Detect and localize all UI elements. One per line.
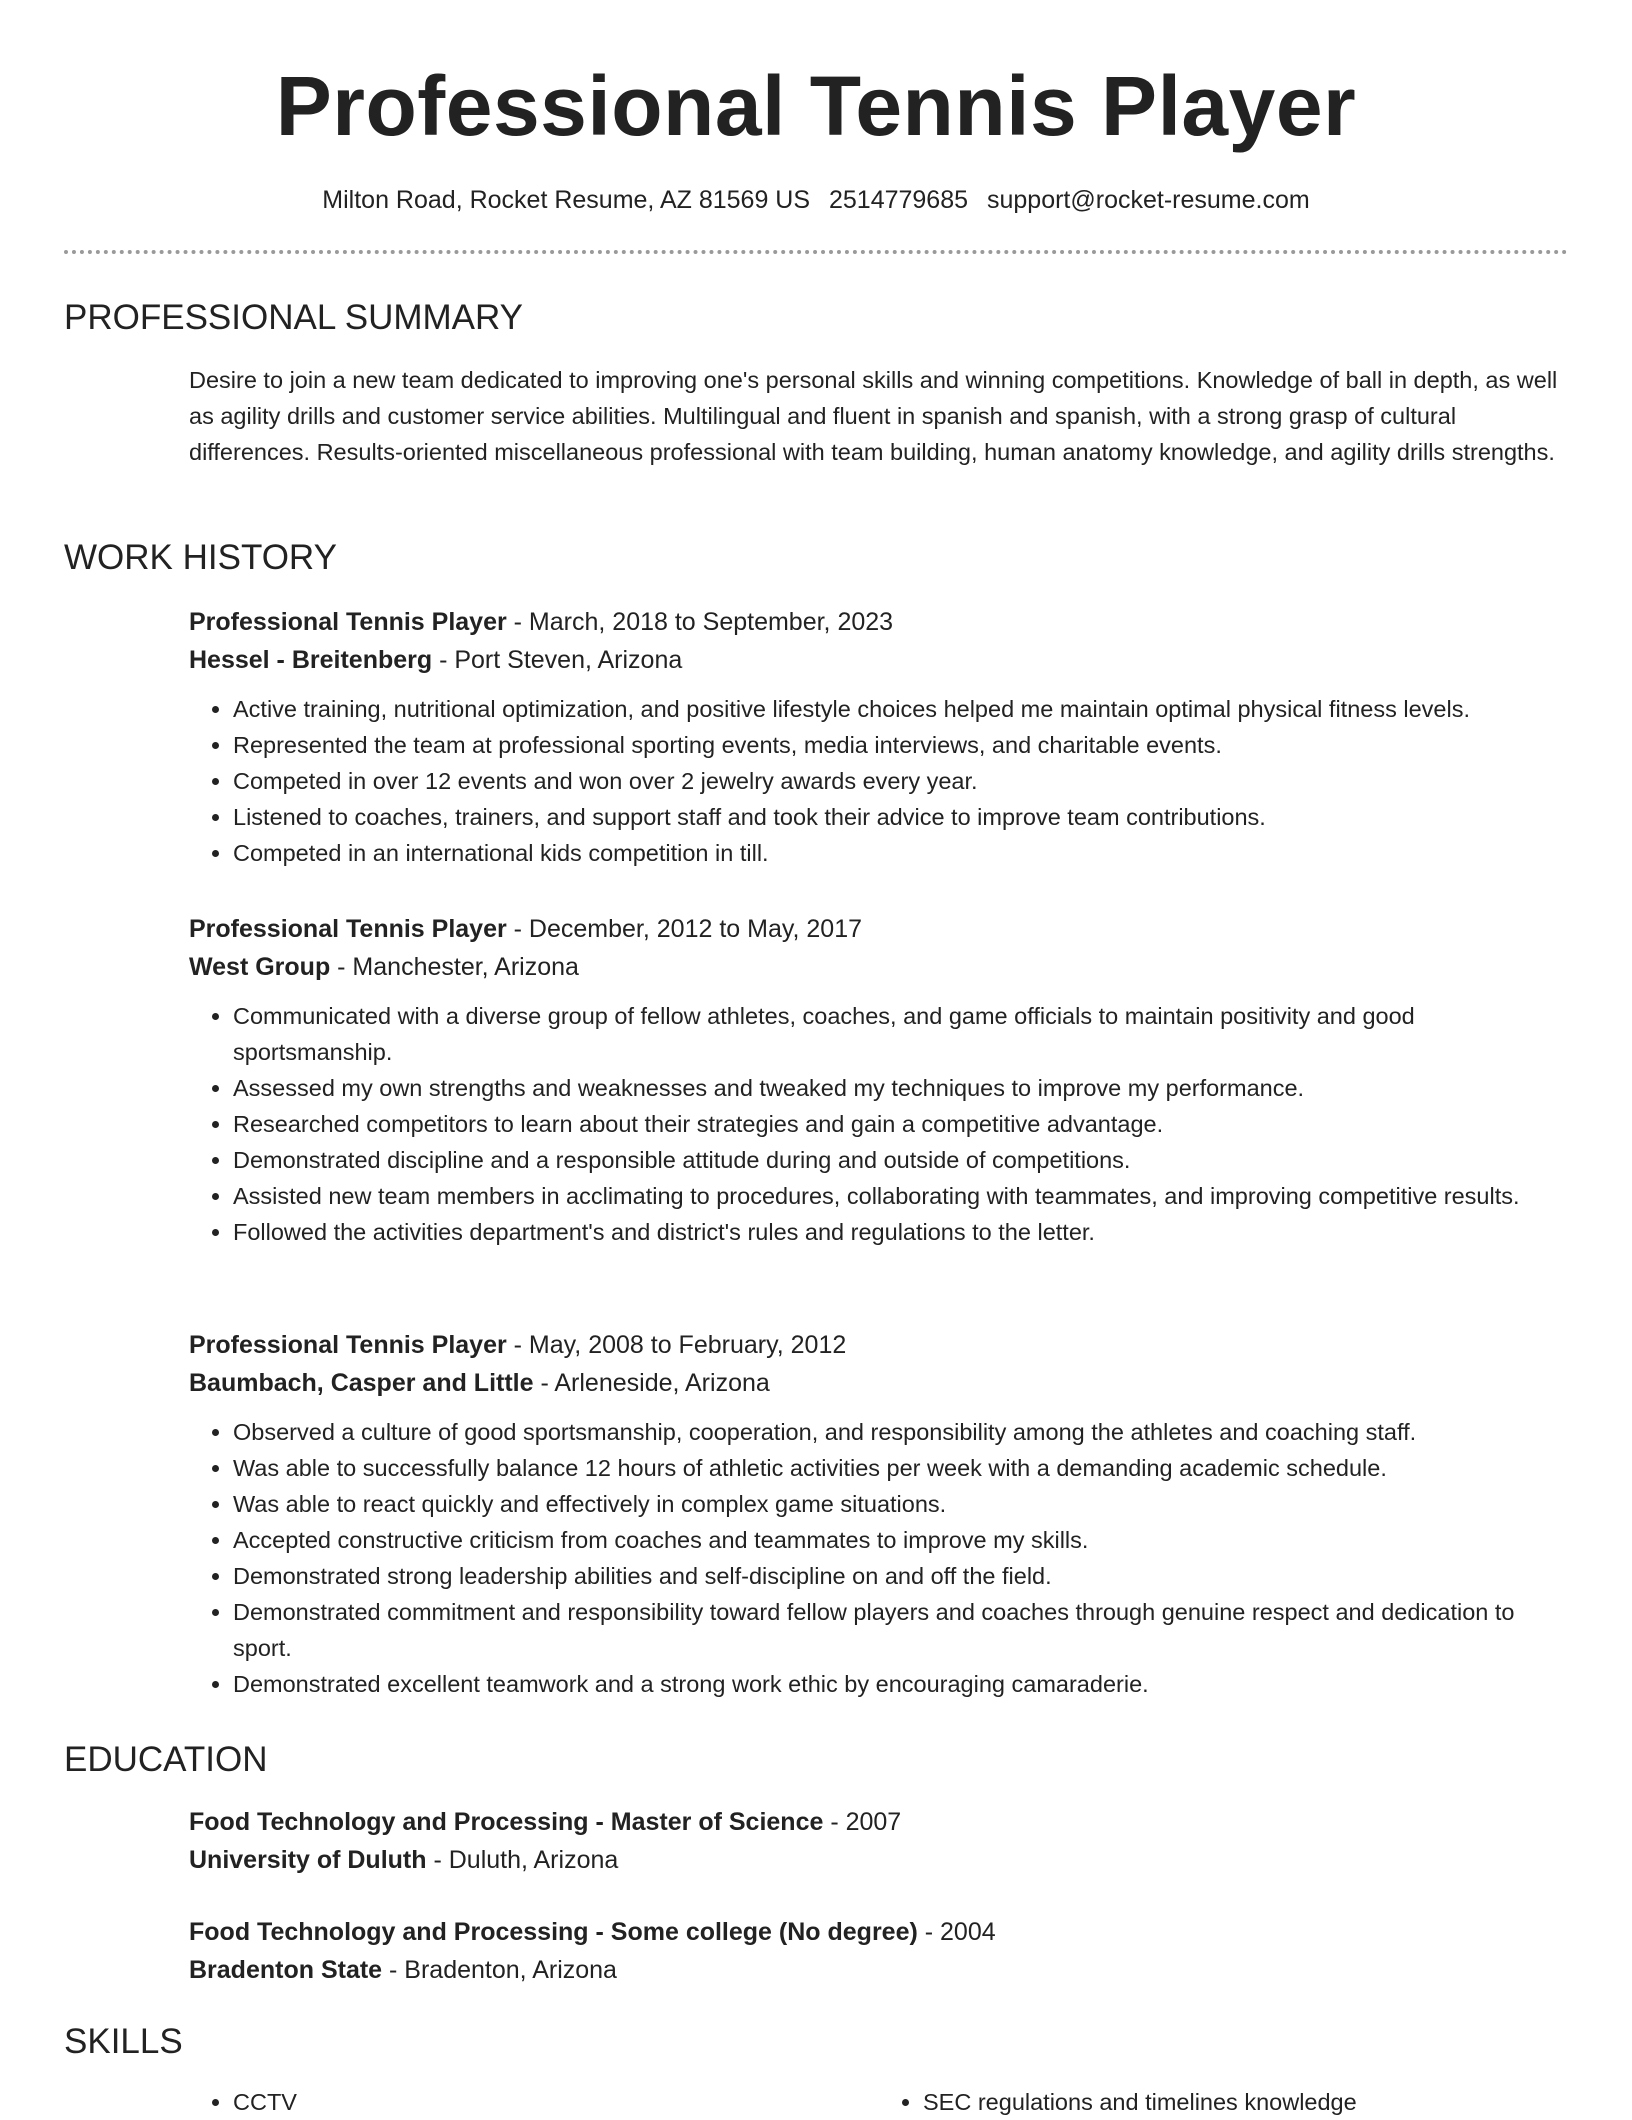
job-company-line <box>189 948 1569 986</box>
skills-columns <box>189 2084 1569 2120</box>
job-bullet: • Demonstrated excellent teamwork and a strong work ethic by encouraging camaraderie. <box>233 1666 1569 1702</box>
education-entry <box>189 1803 1569 1879</box>
contact-address: Milton Road, Rocket Resume, AZ 81569 US <box>322 186 811 214</box>
job-bullet: • Demonstrated strong leadership abilities and self-discipline on and off the field. <box>233 1558 1569 1594</box>
job-bullet: • Demonstrated discipline and a responsible attitude during and outside of competitions. <box>233 1142 1569 1178</box>
job-role: Professional Tennis Player <box>189 608 507 636</box>
job-location: - Manchester, Arizona <box>330 953 579 981</box>
summary-text: Desire to join a new team dedicated to improving one's personal skills and winning competitions. Knowledge of ball in depth, as well as agility drills and customer service abilities. Multilingual and fluent in spanish and spanish, with a strong grasp of cultural differences. Results-oriented miscellaneous professional with team building, human anatomy knowledge, and agility drills strengths. <box>189 367 1558 465</box>
degree-year: - 2004 <box>917 1918 996 1946</box>
job-dates: - December, 2012 to May, 2017 <box>506 915 863 943</box>
job-company-line <box>189 1364 1569 1402</box>
school-location: - Bradenton, Arizona <box>382 1956 617 1984</box>
education-entry <box>189 1913 1569 1989</box>
job-bullet: • Listened to coaches, trainers, and support staff and took their advice to improve team contributions. <box>233 799 1569 835</box>
job-entry <box>189 1326 1569 1702</box>
education-heading: EDUCATION <box>64 1740 268 1779</box>
school-location: - Duluth, Arizona <box>426 1846 619 1874</box>
header-divider <box>64 250 1568 254</box>
job-role: Professional Tennis Player <box>189 1331 507 1359</box>
job-location: - Arleneside, Arizona <box>533 1369 770 1397</box>
job-title-line <box>189 910 1569 948</box>
contact-line <box>0 184 1632 216</box>
job-bullet: • Demonstrated commitment and responsibility toward fellow players and coaches through genuine respect and dedication to sport. <box>233 1594 1569 1666</box>
job-company: Baumbach, Casper and Little <box>189 1369 534 1397</box>
degree-year: - 2007 <box>823 1808 902 1836</box>
job-bullet: • Competed in an international kids competition in till. <box>233 835 1569 871</box>
skills-list-left <box>189 2084 879 2120</box>
candidate-name: Professional Tennis Player <box>275 59 1357 153</box>
school-line <box>189 1951 1569 1989</box>
job-bullets <box>189 998 1569 1250</box>
job-bullet: • Observed a culture of good sportsmanship, cooperation, and responsibility among the athletes and coaching staff. <box>233 1414 1569 1450</box>
job-role: Professional Tennis Player <box>189 915 507 943</box>
job-bullet: • Researched competitors to learn about their strategies and gain a competitive advantage. <box>233 1106 1569 1142</box>
job-bullet: • Was able to successfully balance 12 hours of athletic activities per week with a demanding academic schedule. <box>233 1450 1569 1486</box>
contact-email: support@rocket-resume.com <box>986 186 1310 214</box>
degree-name: Food Technology and Processing - Master of Science <box>189 1808 824 1836</box>
job-title-line <box>189 603 1569 641</box>
job-bullets <box>189 1414 1569 1702</box>
skill-item: • CCTV <box>233 2084 879 2120</box>
school-line <box>189 1841 1569 1879</box>
school-name: Bradenton State <box>189 1956 383 1984</box>
contact-phone: 2514779685 <box>828 186 969 214</box>
school-name: University of Duluth <box>189 1846 427 1874</box>
job-bullet: • Followed the activities department's and district's rules and regulations to the letter. <box>233 1214 1569 1250</box>
job-company: Hessel - Breitenberg <box>189 646 433 674</box>
job-bullet: • Assessed my own strengths and weaknesses and tweaked my techniques to improve my performance. <box>233 1070 1569 1106</box>
summary-heading: PROFESSIONAL SUMMARY <box>64 298 523 337</box>
job-company-line <box>189 641 1569 679</box>
job-dates: - May, 2008 to February, 2012 <box>506 1331 847 1359</box>
skill-item: • SEC regulations and timelines knowledge <box>923 2084 1569 2120</box>
job-bullet: • Was able to react quickly and effectively in complex game situations. <box>233 1486 1569 1522</box>
job-bullet: • Competed in over 12 events and won over 2 jewelry awards every year. <box>233 763 1569 799</box>
job-entry <box>189 603 1569 871</box>
work-history-heading: WORK HISTORY <box>64 538 337 577</box>
summary-section <box>189 362 1569 470</box>
degree-line <box>189 1803 1569 1841</box>
resume-header <box>0 0 1632 216</box>
skills-list-right <box>879 2084 1569 2120</box>
skills-section <box>189 2084 1569 2120</box>
job-title-line <box>189 1326 1569 1364</box>
job-bullet: • Accepted constructive criticism from coaches and teammates to improve my skills. <box>233 1522 1569 1558</box>
job-location: - Port Steven, Arizona <box>432 646 683 674</box>
job-entry <box>189 910 1569 1250</box>
job-company: West Group <box>189 953 331 981</box>
degree-name: Food Technology and Processing - Some college (No degree) <box>189 1918 918 1946</box>
job-dates: - March, 2018 to September, 2023 <box>506 608 894 636</box>
degree-line <box>189 1913 1569 1951</box>
job-bullets <box>189 691 1569 871</box>
job-bullet: • Assisted new team members in acclimating to procedures, collaborating with teammates, and improving competitive results. <box>233 1178 1569 1214</box>
skills-heading: SKILLS <box>64 2022 183 2061</box>
job-bullet: • Active training, nutritional optimization, and positive lifestyle choices helped me maintain optimal physical fitness levels. <box>233 691 1569 727</box>
job-bullet: • Represented the team at professional sporting events, media interviews, and charitable events. <box>233 727 1569 763</box>
job-bullet: • Communicated with a diverse group of fellow athletes, coaches, and game officials to maintain positivity and good sportsmanship. <box>233 998 1569 1070</box>
